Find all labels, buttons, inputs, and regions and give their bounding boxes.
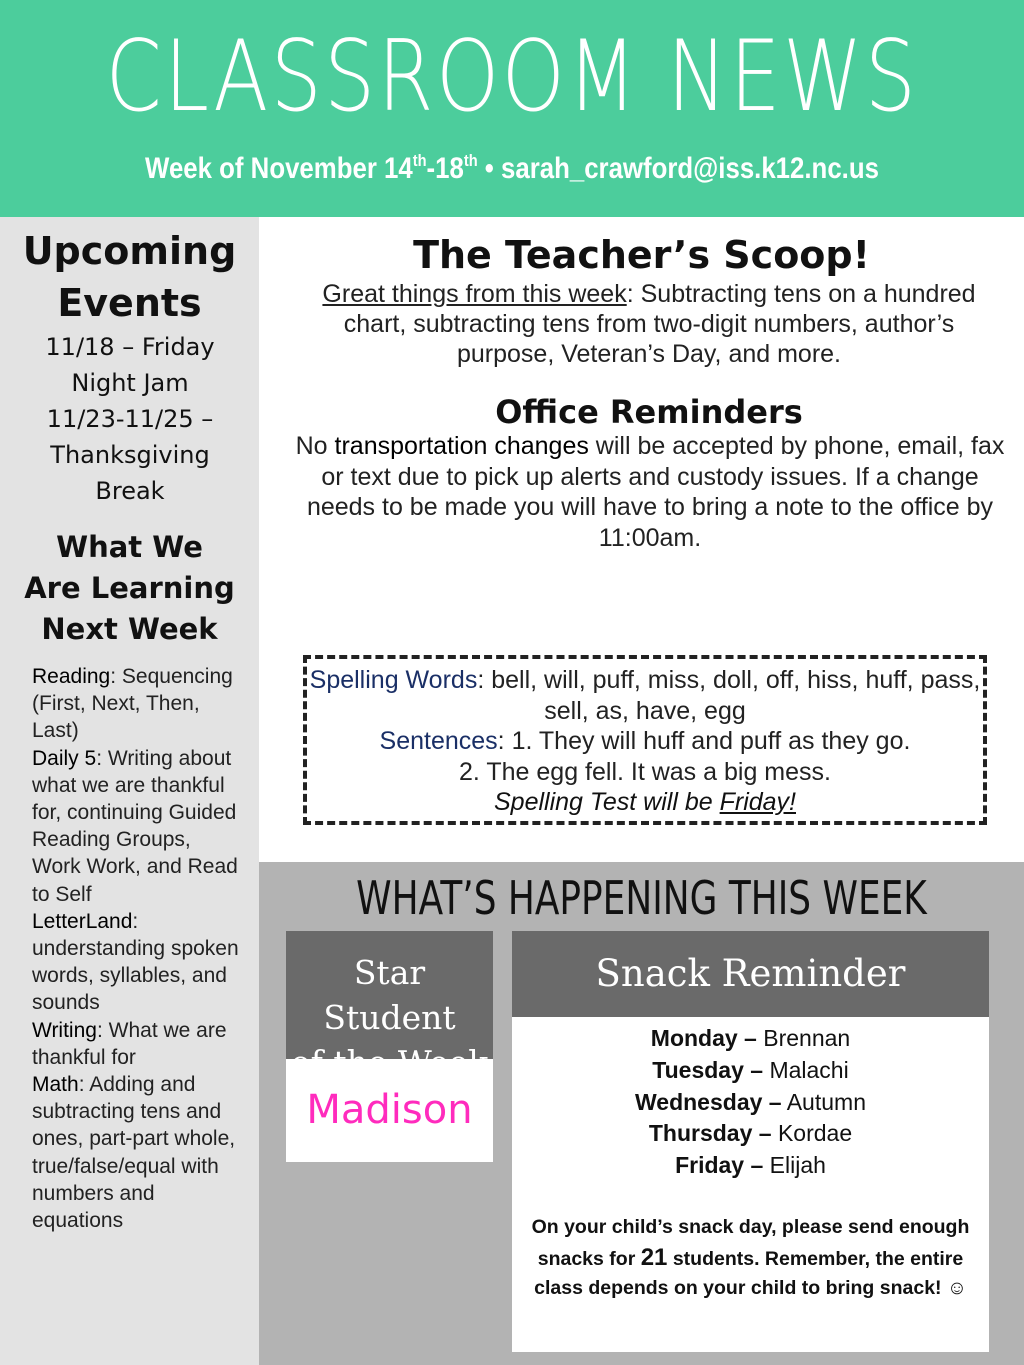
learning-line-1: What We (56, 530, 203, 564)
lessons-list (32, 663, 242, 1234)
snack-student-count: 21 (640, 1243, 668, 1271)
spelling-box (303, 655, 987, 825)
events-list (14, 329, 246, 509)
subject-text: : What we are thankful for (32, 1018, 227, 1069)
snack-day: Monday – (650, 1025, 757, 1051)
event-item (14, 329, 246, 401)
snack-day: Tuesday – (652, 1056, 764, 1083)
teacher-email: • sarah_crawford@iss.k12.nc.us (477, 152, 879, 185)
upcoming-line-1: Upcoming (22, 229, 237, 273)
event-text: Thanksgiving Break (50, 441, 210, 505)
event-sep: – (193, 405, 214, 433)
upcoming-line-2: Events (57, 281, 202, 325)
star-student-header (286, 931, 493, 1082)
star-student-card (286, 931, 493, 1162)
sidebar (0, 217, 259, 1365)
snack-day-row (512, 1023, 989, 1055)
snack-child: Brennan (756, 1025, 851, 1051)
sentences-label: Sentences (379, 727, 498, 755)
snack-child: Kordae (771, 1120, 853, 1147)
subject-text: : Writing about what we are thankful for, continuing Guided Reading Groups, Work Work, and Read to Self (32, 746, 238, 906)
sentence-1 (307, 726, 983, 757)
subject-label: Math (32, 1073, 79, 1097)
whats-happening-title: WHAT’S HAPPENING THIS WEEK (356, 871, 927, 925)
spelling-words-list: : bell, will, puff, miss, doll, off, hiss, huff, pass, sell, as, have, egg (477, 666, 981, 725)
snack-note-pre: On your child’s snack day, please send enough snacks for (531, 1216, 970, 1270)
snack-day-row (512, 1150, 989, 1182)
sentence-1-text: : 1. They will huff and puff as they go. (497, 727, 911, 755)
snack-note (522, 1213, 979, 1304)
learning-heading (0, 527, 259, 650)
newsletter-subtitle (72, 152, 953, 185)
learning-line-3: Next Week (41, 612, 218, 646)
snack-day-row (512, 1087, 989, 1119)
star-title-line-1: Star Student (323, 953, 456, 1037)
newsletter-header (0, 0, 1024, 217)
spelling-test-note (307, 787, 983, 818)
test-pre: Spelling Test will be (494, 788, 720, 816)
star-student-name: Madison (306, 1087, 473, 1133)
subject-label: Daily 5 (32, 746, 97, 770)
scoop-title: The Teacher’s Scoop! (413, 233, 870, 277)
upcoming-events-heading (0, 225, 259, 329)
snack-day: Wednesday – (635, 1088, 782, 1115)
spelling-words-label: Spelling Words (309, 666, 478, 694)
snack-child: Elijah (763, 1152, 826, 1179)
office-reminders-title: Office Reminders (495, 393, 803, 431)
test-day: Friday! (719, 788, 796, 816)
snack-day-row (512, 1055, 989, 1087)
office-body: will be accepted by phone, email, fax or text due to pick up alerts and custody issues. If a change needs to be made you will have to bring a note to the office by 11:00am. (306, 432, 1005, 552)
learning-line-2: Are Learning (24, 571, 235, 605)
week-mid-text: -18 (426, 152, 464, 185)
snack-day: Friday – (675, 1152, 764, 1179)
sentence-2: 2. The egg fell. It was a big mess. (459, 757, 831, 786)
scoop-body: : Subtracting tens on a hundred chart, subtracting tens from two-digit numbers, author’s purpose, Veteran’s Day, and more. (343, 280, 976, 368)
snack-day: Thursday – (648, 1120, 772, 1147)
star-title-line-2: of the Week (290, 1043, 489, 1082)
week-text: Week of November 14 (145, 152, 413, 185)
event-date: 11/18 (45, 333, 115, 361)
snack-reminder-card (512, 931, 989, 1352)
spelling-words (307, 665, 983, 726)
subject-label: Reading (32, 665, 111, 688)
event-sep: – (114, 333, 142, 361)
week-sup-2: th (463, 151, 478, 170)
snack-child: Malachi (763, 1056, 849, 1083)
snack-day-row (512, 1118, 989, 1150)
subject-label: LetterLand (32, 909, 133, 933)
newsletter-title: CLASSROOM NEWS (105, 20, 919, 134)
subject-text: : Sequencing (First, Next, Then, Last) (32, 665, 233, 743)
event-text: Friday Night Jam (71, 333, 215, 397)
subject-text: : Adding and subtracting tens and ones, part-part whole, true/false/equal with numbers and equations (32, 1073, 236, 1233)
event-date: 11/23-11/25 (46, 405, 194, 433)
snack-note-post: students. Remember, the entire class depends on your child to bring snack! ☺ (534, 1247, 967, 1299)
scoop-text (299, 279, 999, 369)
office-emphasis: transportation changes (334, 432, 589, 460)
office-pre: No (295, 432, 335, 460)
subject-text: : understanding spoken words, syllables, and sounds (32, 909, 239, 1015)
event-item (14, 401, 246, 509)
snack-reminder-title: Snack Reminder (512, 931, 989, 1017)
subject-label: Writing (32, 1018, 97, 1042)
snack-child: Autumn (781, 1088, 866, 1115)
snack-schedule (512, 1017, 989, 1182)
scoop-lead: Great things from this week (322, 280, 627, 308)
week-sup-1: th (412, 151, 427, 170)
office-reminders-text (295, 431, 1005, 553)
